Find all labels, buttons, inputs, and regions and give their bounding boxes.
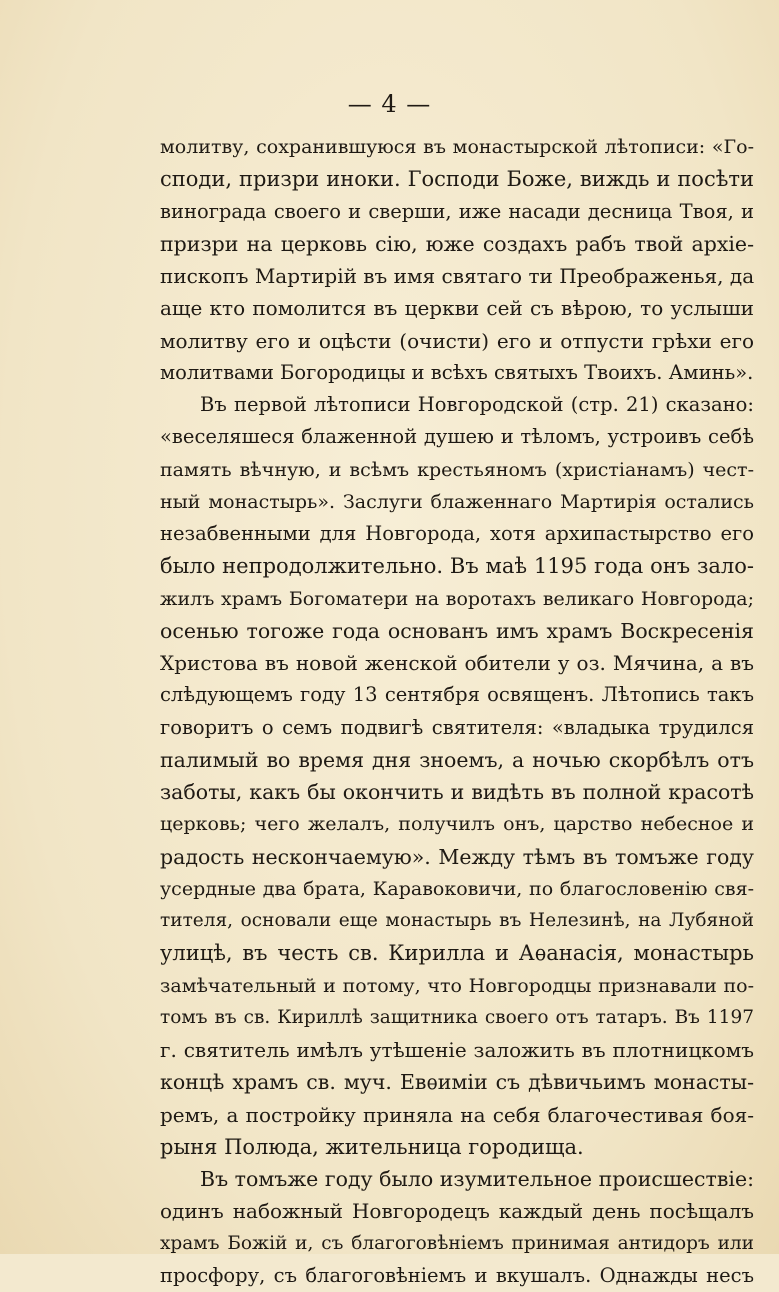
text-line: ный монастырь». Заслуги блаженнаго Мартирія остались <box>160 490 754 513</box>
text-line: память вѣчную, и всѣмъ крестьяномъ (христіанамъ) чест- <box>160 458 754 481</box>
text-line: споди, призри иноки. Господи Боже, виждь и посѣти <box>160 167 754 192</box>
text-line: концѣ храмъ св. муч. Евѳиміи съ дѣвичьимъ монасты- <box>160 1070 754 1095</box>
text-line: церковь; чего желалъ, получилъ онъ, царство небесное и <box>160 813 754 836</box>
text-line: молитву, сохранившуюся въ монастырской лѣтописи: «Го- <box>160 136 754 158</box>
text-line: призри на церковь сію, юже создахъ рабъ твой архіе- <box>160 231 754 256</box>
text-line: одинъ набожный Новгородецъ каждый день посѣщалъ <box>160 1199 754 1224</box>
text-line: ремъ, а постройку приняла на себя благочестивая боя- <box>160 1102 754 1127</box>
text-line: незабвенными для Новгорода, хотя архипастырство его <box>160 522 754 545</box>
page-number: — 4 — <box>347 90 432 118</box>
text-line: осенью тогоже года основанъ имъ храмъ Воскресенія <box>160 618 754 643</box>
text-line: молитву его и оцѣсти (очисти) его и отпусти грѣхи его <box>160 328 754 353</box>
text-line: замѣчательный и потому, что Новгородцы признавали по- <box>160 974 754 997</box>
body-text <box>160 131 754 1292</box>
text-line: храмъ Божій и, съ благоговѣніемъ принимая антидоръ или <box>160 1232 754 1254</box>
text-line: палимый во время дня зноемъ, а ночью скорбѣлъ отъ <box>160 747 754 772</box>
text-line: заботы, какъ бы окончить и видѣть въ полной красотѣ <box>160 780 754 804</box>
text-line: Въ первой лѣтописи Новгородской (стр. 21) сказано: <box>200 393 754 416</box>
text-line: слѣдующемъ году 13 сентября освященъ. Лѣтопись такъ <box>160 683 754 707</box>
text-line: Въ томъже году было изумительное происшествіе: <box>200 1167 754 1191</box>
text-line: радость нескончаемую». Между тѣмъ въ томъже году <box>160 844 754 869</box>
text-line: жилъ храмъ Богоматери на воротахъ великаго Новгорода; <box>160 587 754 610</box>
text-line: аще кто помолится въ церкви сей съ вѣрою, то услыши <box>160 296 754 321</box>
text-line: винограда своего и сверши, иже насади десница Твоя, и <box>160 199 754 223</box>
text-line: «веселяшеся блаженной душею и тѣломъ, устроивъ себѣ <box>160 425 754 449</box>
text-line: просфору, съ благоговѣніемъ и вкушалъ. Однажды несъ <box>160 1263 754 1287</box>
text-line: пископъ Мартирій въ имя святаго ти Преображенья, да <box>160 264 754 288</box>
text-line: тителя, основали еще монастырь въ Нелезинѣ, на Лубяной <box>160 910 754 931</box>
text-line: томъ въ св. Кириллѣ защитника своего отъ татаръ. Въ 1197 <box>160 1006 754 1028</box>
text-line: было непродолжительно. Въ маѣ 1195 года онъ зало- <box>160 554 754 579</box>
text-line: Христова въ новой женской обители у оз. Мячина, а въ <box>160 651 754 675</box>
text-line: молитвами Богородицы и всѣхъ святыхъ Твоихъ. Аминь». <box>160 360 754 384</box>
text-line: говоритъ о семъ подвигѣ святителя: «владыка трудился <box>160 715 754 739</box>
text-line: усердные два брата, Каравоковичи, по благословенію свя- <box>160 877 754 900</box>
text-line: г. святитель имѣлъ утѣшеніе заложить въ плотницкомъ <box>160 1038 754 1062</box>
text-line: рыня Полюда, жительница городища. <box>160 1134 584 1159</box>
text-line: улицѣ, въ честь св. Кирилла и Аѳанасія, монастырь <box>160 941 754 966</box>
